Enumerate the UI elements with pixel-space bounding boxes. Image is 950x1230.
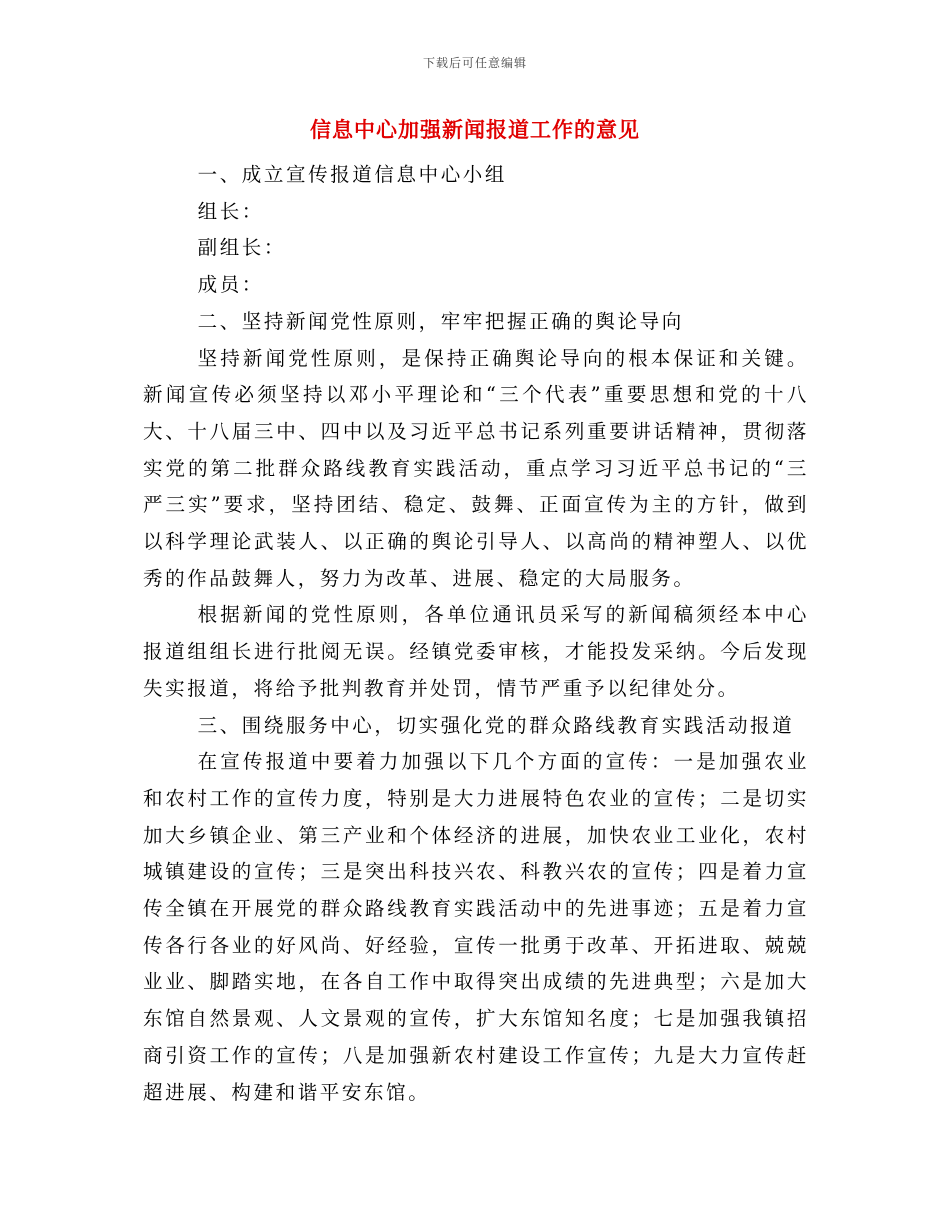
paragraph-review-process: 根据新闻的党性原则，各单位通讯员采写的新闻稿须经本中心报道组组长进行批阅无误。经镇党委审核，才能投发采纳。今后发现失实报道，将给予批判教育并处罚，情节严重予以纪律处分。 [143, 603, 809, 700]
paragraph-publicity-focus: 在宣传报道中要着力加强以下几个方面的宣传：一是加强农业和农村工作的宣传力度，特别是大力进展特色农业的宣传；二是切实加大乡镇企业、第三产业和个体经济的进展，加快农业工业化，农村城镇建设的宣传；三是突出科技兴农、科教兴农的宣传；四是着力宣传全镇在开展党的群众路线教育实践活动中的先进事迹；五是着力宣传各行各业的好风尚、好经验，宣传一批勇于改革、开拓进取、兢兢业业、脚踏实地，在各自工作中取得突出成绩的先进典型；六是加大东馆自然景观、人文景观的宣传，扩大东馆知名度；七是加强我镇招商引资工作的宣传；八是加强新农村建设工作宣传；九是大力宣传赶超进展、构建和谐平安东馆。 [143, 750, 809, 1104]
header-note: 下载后可任意编辑 [422, 56, 527, 70]
document-body [143, 157, 809, 1111]
paragraph-party-principle: 坚持新闻党性原则，是保持正确舆论导向的根本保证和关键。新闻宣传必须坚持以邓小平理论和“三个代表”重要思想和党的十八大、十八届三中、四中以及习近平总书记系列重要讲话精神，贯彻落实党的第二批群众路线教育实践活动，重点学习习近平总书记的“三严三实”要求，坚持团结、稳定、鼓舞、正面宣传为主的方针，做到以科学理论武装人、以正确的舆论引导人、以高尚的精神塑人、以优秀的作品鼓舞人，努力为改革、进展、稳定的大局服务。 [143, 346, 809, 590]
members-line: 成员： [197, 273, 264, 297]
section-heading-2: 二、坚持新闻党性原则，牢牢把握正确的舆论导向 [197, 309, 684, 333]
team-leader-line: 组长： [197, 199, 264, 223]
document-title: 信息中心加强新闻报道工作的意见 [310, 117, 640, 142]
section-heading-3: 三、围绕服务中心，切实强化党的群众路线教育实践活动报道 [197, 713, 795, 737]
section-heading-1: 一、成立宣传报道信息中心小组 [197, 163, 507, 186]
deputy-leader-line: 副组长： [197, 236, 286, 260]
